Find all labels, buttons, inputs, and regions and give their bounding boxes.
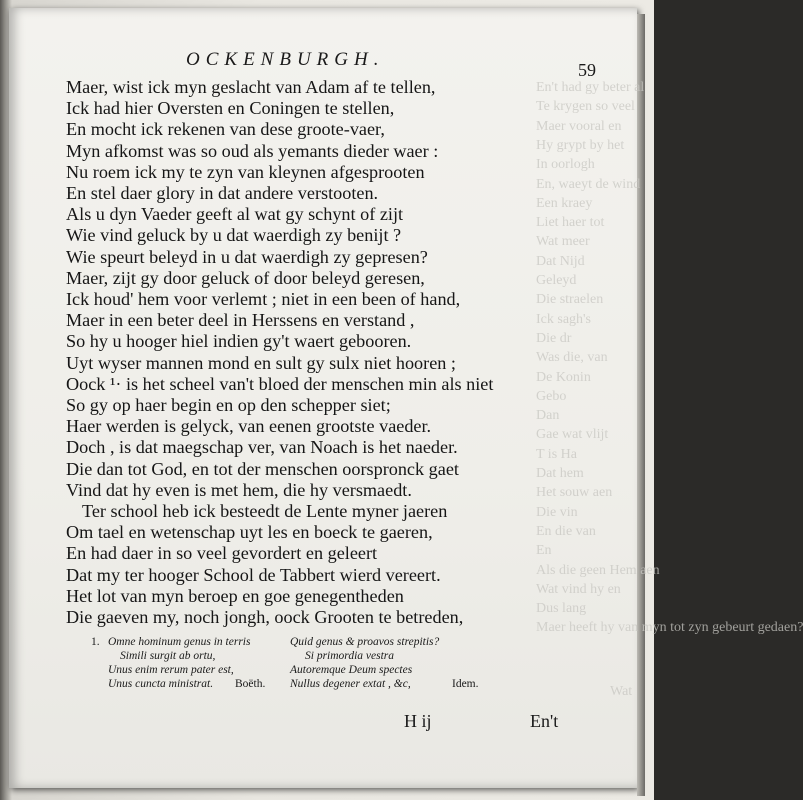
bleed-through-line: Als die geen Hem aen	[536, 563, 660, 578]
running-head: OCKENBURGH.	[186, 49, 385, 70]
footnote-right-source: Idem.	[452, 678, 479, 690]
bleed-through-line: Liet haer tot	[536, 215, 605, 230]
bleed-through-line: Wat	[610, 684, 633, 699]
poem-line: Als u dyn Vaeder geeft al wat gy schynt of zijt	[66, 204, 404, 224]
poem-line: Ter school heb ick besteedt de Lente myner jaeren	[82, 501, 448, 521]
bleed-through-line: Die straelen	[536, 292, 604, 307]
footnote-right-line: Nullus degener extat , &c,	[290, 678, 411, 690]
poem-line: Die dan tot God, en tot der menschen oorspronck gaet	[66, 459, 459, 479]
bleed-through-line: Maer heeft hy van myn tot zyn gebeurt gedaen?	[536, 620, 803, 635]
bleed-through-line: Dus lang	[536, 601, 587, 616]
bleed-through-line: En	[536, 543, 552, 558]
footnote-left-line: Simili surgit ab ortu,	[120, 650, 216, 662]
bleed-through-line: In oorlogh	[536, 157, 595, 172]
bleed-through-line: Te krygen so veel	[536, 99, 635, 114]
poem-line: Doch , is dat maegschap ver, van Noach is het naeder.	[66, 437, 458, 457]
poem-line: Maer in een beter deel in Herssens en verstand ,	[66, 310, 415, 330]
page-number: 59	[578, 60, 596, 80]
poem-line: En had daer in so veel gevordert en geleert	[66, 543, 378, 563]
poem-line: Die gaeven my, noch jongh, oock Grooten te betreden,	[66, 607, 464, 627]
poem-line: Wie vind geluck by u dat waerdigh zy benijt ?	[66, 225, 402, 245]
bleed-through-line: Dan	[536, 408, 560, 423]
footnote-right-line: Autoremque Deum spectes	[290, 664, 413, 676]
bleed-through-line: Ick sagh's	[536, 312, 592, 327]
poem-line: Om tael en wetenschap uyt les en boeck te gaeren,	[66, 522, 433, 542]
poem-line: Oock ¹· is het scheel van't bloed der menschen min als niet	[66, 374, 494, 394]
bleed-through-line: Gae wat vlijt	[536, 427, 609, 442]
poem-line: Uyt wyser mannen mond en sult gy sulx niet hooren ;	[66, 353, 456, 373]
signature-mark: H ij	[404, 711, 432, 731]
poem-line: Dat my ter hooger School de Tabbert wierd vereert.	[66, 565, 441, 585]
bleed-through-line: En't had gy beter al	[536, 80, 645, 95]
bleed-through-line: Dat hem	[536, 466, 584, 481]
poem-line: Haer werden is gelyck, van eenen grootste vaeder.	[66, 416, 432, 436]
bleed-through-line: Het souw aen	[536, 485, 613, 500]
footnote-left-line: Unus cuncta ministrat.	[108, 678, 214, 690]
bleed-through-line: En die van	[536, 524, 596, 539]
poem-line: Ick houd' hem voor verlemt ; niet in een been of hand,	[66, 289, 461, 309]
footnote-left-line: Unus enim rerum pater est,	[108, 664, 234, 676]
bleed-through-line: Maer vooral en	[536, 119, 622, 134]
poem-line: Myn afkomst was so oud als yemants dieder waer :	[66, 141, 439, 161]
poem-line: Nu roem ick my te zyn van kleynen afgesprooten	[66, 162, 425, 182]
footnote-right-line: Si primordia vestra	[305, 650, 395, 662]
bleed-through-line: Die dr	[536, 331, 572, 346]
footnote-right-line: Quid genus & proavos strepitis?	[290, 636, 440, 648]
bleed-through-line: En, waeyt de wind	[536, 177, 641, 192]
page-edge-shadow	[637, 14, 645, 796]
bleed-through-line: Dat Nijd	[536, 254, 585, 269]
bleed-through-line: Geleyd	[536, 273, 577, 288]
bleed-through-line: Die vin	[536, 505, 578, 520]
catchword: En't	[530, 711, 559, 731]
bleed-through-line: T is Ha	[536, 447, 577, 462]
poem-line: Ick had hier Oversten en Coningen te stellen,	[66, 98, 395, 118]
poem-line: Het lot van myn beroep en goe genegentheden	[66, 586, 404, 606]
poem-line: Vind dat hy even is met hem, die hy versmaedt.	[66, 480, 412, 500]
poem-line: En stel daer glory in dat andere verstooten.	[66, 183, 379, 203]
bleed-through-line: De Konin	[536, 370, 591, 385]
poem-line: Maer, wist ick myn geslacht van Adam af te tellen,	[66, 77, 436, 97]
bleed-through-line: Wat meer	[536, 234, 590, 249]
poem-line: En mocht ick rekenen van dese groote-vaer,	[66, 119, 385, 139]
poem-line: So gy op haer begin en op den schepper siet;	[66, 395, 391, 415]
bleed-through-line: Een kraey	[536, 196, 593, 211]
bleed-through-line: Was die, van	[536, 350, 608, 365]
bleed-through-line: Wat vind hy en	[536, 582, 621, 597]
bleed-through-line: Gebo	[536, 389, 567, 404]
poem-line: So hy u hooger hiel indien gy't waert gebooren.	[66, 331, 412, 351]
footnote-marker: 1.	[91, 636, 100, 648]
poem-line: Wie speurt beleyd in u dat waerdigh zy gepresen?	[66, 247, 428, 267]
footnote-left-line: Omne hominum genus in terris	[108, 636, 251, 648]
bleed-through-line: Hy grypt by het	[536, 138, 625, 153]
poem-line: Maer, zijt gy door geluck of door beleyd geresen,	[66, 268, 425, 288]
footnote-left-source: Boëth.	[235, 678, 266, 690]
